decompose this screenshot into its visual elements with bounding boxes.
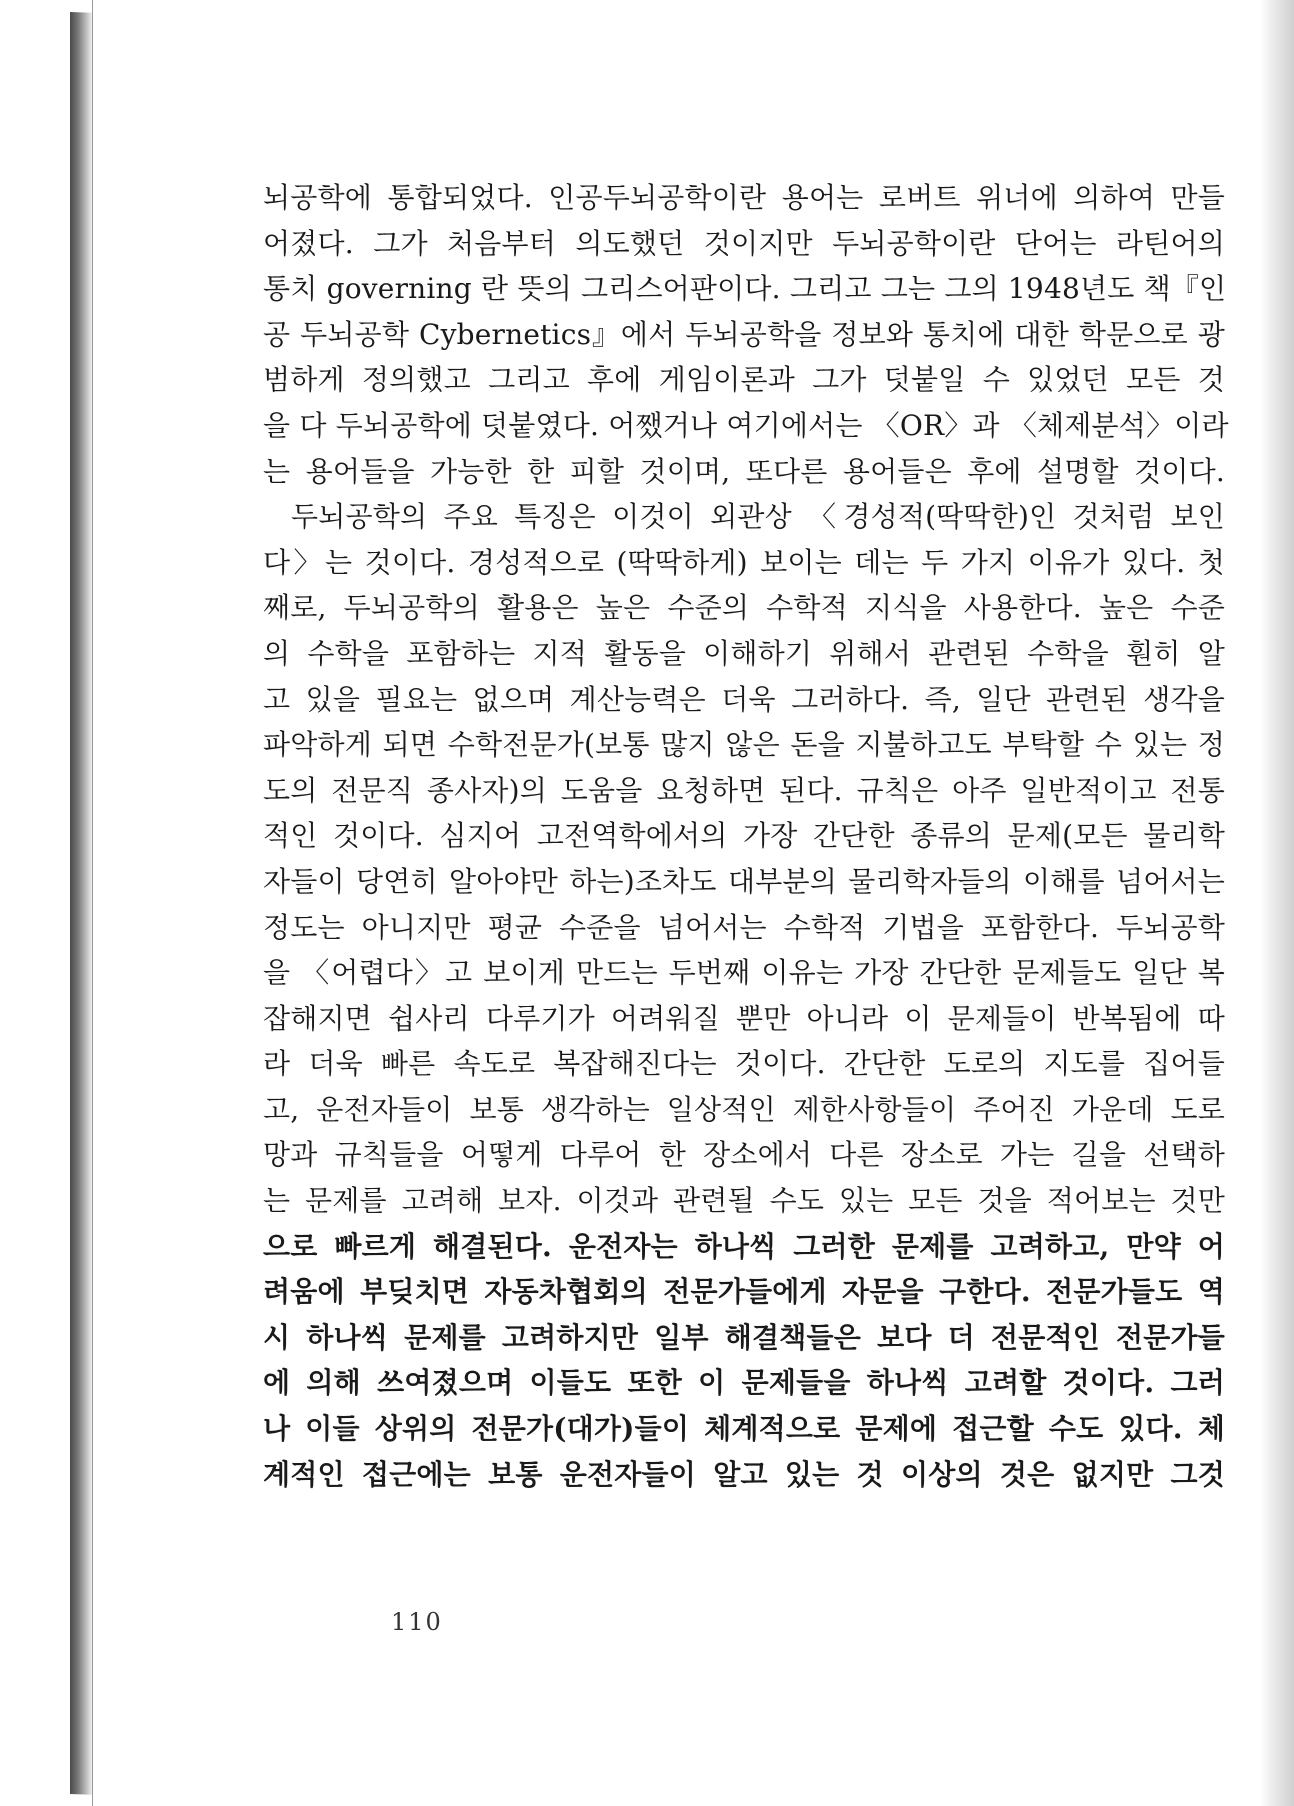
text-line: 고, 운전자들이 보통 생각하는 일상적인 제한사항들이 주어진 가운데 도로 (263, 1092, 1225, 1126)
text-line: 으로 빠르게 해결된다. 운전자는 하나씩 그러한 문제를 고려하고, 만약 어 (263, 1229, 1225, 1263)
book-spine-edge (70, 12, 92, 1795)
text-line: 두뇌공학의 주요 특징은 이것이 외관상 〈경성적(딱딱한)인 것처럼 보인 (291, 500, 1225, 534)
text-line: 도의 전문직 종사자)의 도움을 요청하면 된다. 규칙은 아주 일반적이고 전통 (263, 773, 1225, 807)
text-line: 정도는 아니지만 평균 수준을 넘어서는 수학적 기법을 포함한다. 두뇌공학 (263, 910, 1225, 944)
text-line: 적인 것이다. 심지어 고전역학에서의 가장 간단한 종류의 문제(모든 물리학 (263, 819, 1225, 853)
text-line: 고 있을 필요는 없으며 계산능력은 더욱 그러하다. 즉, 일단 관련된 생각을 (263, 682, 1225, 716)
page-edge-shadow (1260, 0, 1294, 1806)
text-line: 라 더욱 빠른 속도로 복잡해진다는 것이다. 간단한 도로의 지도를 집어들 (263, 1047, 1225, 1081)
text-line: 는 용어들을 가능한 한 피할 것이며, 또다른 용어들은 후에 설명할 것이다. (263, 454, 1225, 488)
text-line: 시 하나씩 문제를 고려하지만 일부 해결책들은 보다 더 전문적인 전문가들 (263, 1320, 1225, 1354)
text-line: 공 두뇌공학 Cybernetics』에서 두뇌공학을 정보와 통치에 대한 학문으로 광 (263, 317, 1225, 351)
text-line: 는 문제를 고려해 보자. 이것과 관련될 수도 있는 모든 것을 적어보는 것만 (263, 1184, 1225, 1218)
text-line: 잡해지면 쉽사리 다루기가 어려워질 뿐만 아니라 이 문제들이 반복됨에 따 (263, 1001, 1225, 1035)
text-line: 범하게 정의했고 그리고 후에 게임이론과 그가 덧붙일 수 있었던 모든 것 (263, 363, 1225, 397)
text-line: 째로, 두뇌공학의 활용은 높은 수준의 수학적 지식을 사용한다. 높은 수준 (263, 591, 1225, 625)
page-number: 110 (391, 1608, 443, 1636)
text-line: 통치 governing 란 뜻의 그리스어판이다. 그리고 그는 그의 1948년도 책『인 (263, 272, 1227, 306)
text-line: 계적인 접근에는 보통 운전자들이 알고 있는 것 이상의 것은 없지만 그것 (263, 1457, 1225, 1491)
text-line: 의 수학을 포함하는 지적 활동을 이해하기 위해서 관련된 수학을 훤히 알 (263, 636, 1225, 670)
text-line: 을 다 두뇌공학에 덧붙였다. 어쨌거나 여기에서는 〈OR〉과 〈체제분석〉이라 (263, 408, 1229, 442)
text-line: 자들이 당연히 알아야만 하는)조차도 대부분의 물리학자들의 이해를 넘어서는 (263, 864, 1225, 898)
text-line: 망과 규칙들을 어떻게 다루어 한 장소에서 다른 장소로 가는 길을 선택하 (263, 1138, 1225, 1172)
text-line: 에 의해 쓰여졌으며 이들도 또한 이 문제들을 하나씩 고려할 것이다. 그러 (263, 1366, 1225, 1400)
body-text (263, 175, 1229, 1497)
text-line: 다〉는 것이다. 경성적으로 (딱딱하게) 보이는 데는 두 가지 이유가 있다. 첫 (263, 545, 1225, 579)
book-page (92, 0, 1261, 1806)
text-line: 나 이들 상위의 전문가(대가)들이 체계적으로 문제에 접근할 수도 있다. 체 (263, 1412, 1225, 1446)
text-line: 을 〈어렵다〉고 보이게 만드는 두번째 이유는 가장 간단한 문제들도 일단 복 (263, 956, 1225, 990)
text-line: 파악하게 되면 수학전문가(보통 많지 않은 돈을 지불하고도 부탁할 수 있는 정 (263, 728, 1225, 762)
text-line: 뇌공학에 통합되었다. 인공두뇌공학이란 용어는 로버트 위너에 의하여 만들 (263, 181, 1225, 214)
text-line: 려움에 부딪치면 자동차협회의 전문가들에게 자문을 구한다. 전문가들도 역 (263, 1275, 1225, 1309)
text-line: 어졌다. 그가 처음부터 의도했던 것이지만 두뇌공학이란 단어는 라틴어의 (263, 226, 1225, 260)
